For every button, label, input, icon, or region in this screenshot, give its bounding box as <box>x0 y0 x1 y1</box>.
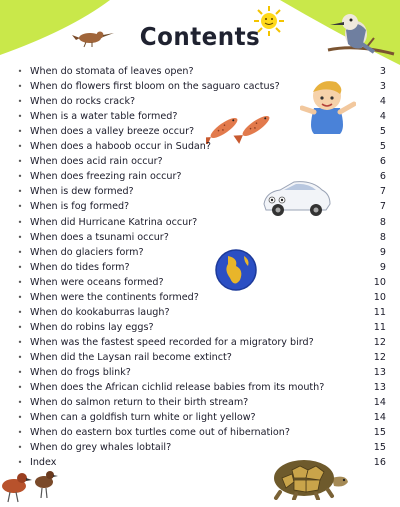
toc-entry-page: 12 <box>373 351 386 363</box>
toc-entry-page: 16 <box>373 457 386 469</box>
toc-entry-page: 7 <box>379 201 386 213</box>
toc-entry-title: When do frogs blink? <box>30 367 131 378</box>
toc-entry-title: When do stomata of leaves open? <box>30 66 194 77</box>
toc-entry-page: 14 <box>373 397 386 409</box>
toc-entry-title: When do flowers first bloom on the saguaro cactus? <box>30 81 280 93</box>
toc-entry-title: When do eastern box turtles come out of hibernation? <box>30 427 290 439</box>
toc-entry <box>0 365 400 380</box>
toc-entry-page: 3 <box>379 66 386 77</box>
toc-entry-title: When does acid rain occur? <box>30 156 163 168</box>
toc-entry-page: 4 <box>379 111 386 123</box>
toc-entry <box>0 245 400 260</box>
toc-entry-title: When do tides form? <box>30 261 130 273</box>
bullet-icon: • <box>17 217 23 227</box>
toc-entry-title: When do kookaburras laugh? <box>30 306 170 318</box>
toc-entry-page: 13 <box>373 367 386 378</box>
bullet-icon: • <box>17 322 23 332</box>
bullet-icon: • <box>17 157 23 167</box>
toc-entry-title: When does the African cichlid release babies from its mouth? <box>30 382 325 394</box>
toc-entry-title: When can a goldfish turn white or light yellow? <box>30 412 256 424</box>
toc-entry-page: 3 <box>379 81 386 93</box>
toc-entry <box>0 109 400 124</box>
bullet-icon: • <box>17 172 23 182</box>
toc-entry-page: 7 <box>379 186 386 198</box>
toc-entry-title: When does a tsunami occur? <box>30 231 169 243</box>
bullet-icon: • <box>17 187 23 197</box>
toc-entry <box>0 320 400 335</box>
toc-entry <box>0 350 400 365</box>
bullet-icon: • <box>17 97 23 107</box>
toc-entry <box>0 425 400 440</box>
toc-entry <box>0 79 400 94</box>
toc-entry-title: When do salmon return to their birth stream? <box>30 397 249 409</box>
toc-entry-page: 9 <box>379 261 386 273</box>
bullet-icon: • <box>17 202 23 212</box>
bullet-icon: • <box>17 142 23 152</box>
toc-entry <box>0 154 400 169</box>
bullet-icon: • <box>17 428 23 438</box>
toc-entry <box>0 124 400 139</box>
toc-entry-title: When is dew formed? <box>30 186 134 198</box>
bullet-icon: • <box>17 232 23 242</box>
bullet-icon: • <box>17 352 23 362</box>
toc-entry-title: When do robins lay eggs? <box>30 321 154 333</box>
toc-entry-title: When does freezing rain occur? <box>30 171 182 183</box>
bullet-icon: • <box>17 368 23 377</box>
toc-entry <box>0 440 400 455</box>
toc-entry-title: When is a water table formed? <box>30 111 178 123</box>
toc-entry-page: 10 <box>373 276 386 288</box>
bullet-icon: • <box>17 337 23 347</box>
toc-entry-page: 11 <box>373 321 386 333</box>
bullet-icon: • <box>17 82 23 92</box>
toc-entry <box>0 230 400 245</box>
toc-entry <box>0 184 400 199</box>
toc-entry-title: Index <box>30 457 57 469</box>
toc-entry <box>0 139 400 154</box>
toc-entry-title: When do rocks crack? <box>30 96 136 108</box>
bullet-icon: • <box>17 307 23 317</box>
bullet-icon: • <box>17 458 23 468</box>
bullet-icon: • <box>17 112 23 122</box>
toc-entry <box>0 290 400 305</box>
toc-entry-title: When do glaciers form? <box>30 246 144 258</box>
toc-entry-page: 15 <box>373 427 386 439</box>
bullet-icon: • <box>17 67 23 76</box>
toc-entry-title: When does a haboob occur in Sudan? <box>30 141 211 153</box>
toc-entry <box>0 410 400 425</box>
toc-entry <box>0 305 400 320</box>
bullet-icon: • <box>17 443 23 453</box>
toc-entry <box>0 199 400 214</box>
toc-entry-page: 15 <box>373 442 386 454</box>
toc-entry <box>0 275 400 290</box>
bullet-icon: • <box>17 277 23 287</box>
toc-entry-page: 12 <box>373 336 386 348</box>
toc-entry-title: When did Hurricane Katrina occur? <box>30 216 198 228</box>
toc-entry-page: 5 <box>379 126 386 138</box>
toc-entry-page: 8 <box>379 231 386 243</box>
toc-entry-title: When were the continents formed? <box>30 291 199 303</box>
toc-entry <box>0 335 400 350</box>
toc-entry-title: When was the fastest speed recorded for a migratory bird? <box>30 336 314 348</box>
toc-entry <box>0 260 400 275</box>
toc-entry-title: When did the Laysan rail become extinct? <box>30 351 232 363</box>
toc-entry-page: 11 <box>373 306 386 318</box>
bullet-icon: • <box>17 247 23 257</box>
page-title: Contents <box>139 22 261 51</box>
toc-entry-page: 4 <box>379 96 386 108</box>
toc-entry-title: When is fog formed? <box>30 201 130 213</box>
toc-entry <box>0 64 400 79</box>
toc-entry-page: 8 <box>379 216 386 228</box>
toc-entry <box>0 94 400 109</box>
toc-entry <box>0 169 400 184</box>
toc-entry <box>0 395 400 410</box>
toc-entry-page: 9 <box>379 246 386 258</box>
bullet-icon: • <box>17 398 23 408</box>
bullet-icon: • <box>17 292 23 302</box>
toc-entry-page: 5 <box>379 141 386 153</box>
toc-entry <box>0 455 400 470</box>
bullet-icon: • <box>17 262 23 272</box>
toc-entry-page: 6 <box>379 171 386 183</box>
toc-entry <box>0 215 400 230</box>
toc-entry-title: When were oceans formed? <box>30 276 164 288</box>
toc-entry-page: 6 <box>379 156 386 168</box>
bullet-icon: • <box>17 413 23 423</box>
toc-entry-title: When do grey whales lobtail? <box>30 442 172 454</box>
bullet-icon: • <box>17 383 23 393</box>
bullet-icon: • <box>17 127 23 137</box>
toc-entry-page: 14 <box>373 412 386 424</box>
toc-entry-page: 10 <box>373 291 386 303</box>
toc-entry <box>0 380 400 395</box>
toc-entry-page: 13 <box>373 382 386 394</box>
toc-entry-title: When does a valley breeze occur? <box>30 126 195 138</box>
